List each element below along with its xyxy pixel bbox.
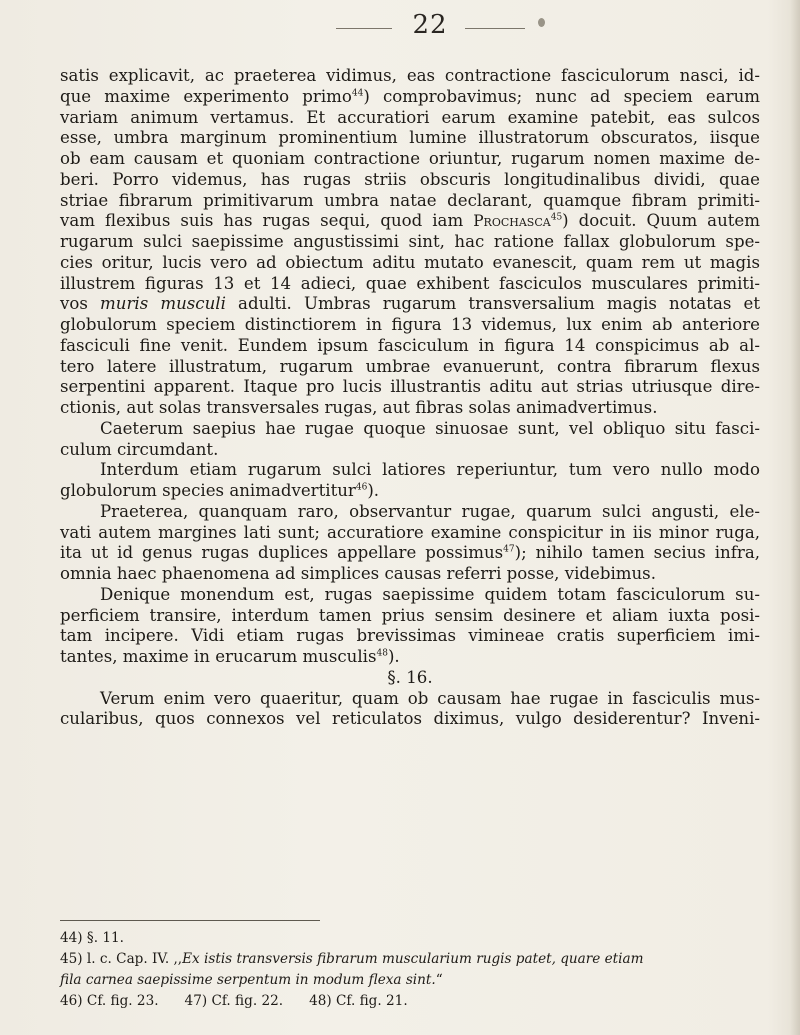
text-line: omnia haec phaenomena ad simplices causas referri posse, videbimus.: [60, 564, 656, 583]
footnote-44: 44) §. 11.: [60, 930, 124, 946]
footnote-rule: [60, 920, 320, 921]
footnote-ref[interactable]: 48: [376, 648, 388, 659]
footnote-ref[interactable]: 47: [503, 544, 515, 555]
text-line: illustrem figuras 13 et 14 adieci, quae exhibent fasciculos musculares primiti-: [60, 273, 760, 293]
text-line: Interdum etiam rugarum sulci latiores reperiuntur, tum vero nullo modo: [100, 460, 760, 480]
footnotes: [60, 928, 760, 1012]
text-line: tantes, maxime in erucarum musculis$^{48}$).: [60, 647, 400, 666]
page-edge-shadow: [790, 0, 800, 1035]
text-line: Verum enim vero quaeritur, quam ob causam hae rugae in fasciculis mus-: [100, 688, 760, 708]
text-line: ita ut id genus rugas duplices appellare possimus$^{47}$); nihilo tamen secius infra,: [60, 543, 760, 563]
header-dash-left: [336, 28, 392, 29]
footnote-48: 48) Cf. fig. 21.: [309, 993, 408, 1009]
text-line: vos muris musculi adulti. Umbras rugarum transversalium magis notatas et: [60, 294, 761, 314]
text-line: rugarum sulci saepissime angustissimi sint, hac ratione fallax globulorum spe-: [60, 232, 760, 251]
footnote-ref[interactable]: 44: [351, 88, 364, 99]
ink-speck: [538, 18, 545, 27]
footnote-45: 45) l. c. Cap. IV. ,,Ex istis transversis fibrarum muscularium rugis patet, quare etiam: [60, 951, 644, 967]
text-line: Denique monendum est, rugas saepissime quidem totam fasciculorum su-: [100, 584, 760, 604]
footnote-45-continued: fila carnea saepissime serpentum in modum flexa sint.“: [60, 972, 443, 988]
text-line: culum circumdant.: [60, 439, 219, 459]
header-dash-right: [465, 28, 525, 29]
footnote-46-48: [60, 991, 760, 1012]
text-line: globulorum speciem distinctiorem in figura 13 videmus, lux enim ab anteriore: [60, 315, 760, 334]
species-name: muris musculi: [100, 294, 226, 314]
footnote-ref[interactable]: 45: [550, 212, 563, 223]
text-line: Caeterum saepius hae rugae quoque sinuosae sunt, vel obliquo situ fasci-: [100, 418, 760, 438]
text-line: tam incipere. Vidi etiam rugas brevissimas vimineae cratis superficiem imi-: [60, 626, 760, 646]
text-line: globulorum species animadvertitur$^{46}$).: [60, 481, 380, 500]
text-line: que maxime experimento primo$^{44}$) comprobavimus; nunc ad speciem earum: [60, 86, 761, 106]
text-line: serpentini apparent. Itaque pro lucis illustrantis aditu aut strias utriusque dire-: [60, 377, 760, 397]
text-line: vati autem margines lati sunt; accuratiore examine conspicitur in iis minor ruga,: [60, 522, 760, 542]
section-heading: §. 16.: [387, 667, 433, 687]
text-line: perficiem transire, interdum tamen prius sensim desinere et aliam iuxta posi-: [60, 605, 760, 625]
text-line: cies oritur, lucis vero ad obiectum aditu mutato evanescit, quam rem ut magis: [60, 252, 760, 272]
page-header: [300, 6, 560, 50]
text-line: striae fibrarum primitivarum umbra natae declarant, quamque fibram primiti-: [60, 190, 760, 210]
text-line: satis explicavit, ac praeterea vidimus, eas contractione fasciculorum nasci, id-: [60, 66, 760, 85]
text-line: cularibus, quos connexos vel reticulatos diximus, vulgo desiderentur? Inveni-: [60, 709, 760, 729]
text-line: ctionis, aut solas transversales rugas, aut fibras solas animadvertimus.: [60, 398, 658, 417]
text-line: vam flexibus suis has rugas sequi, quod iam Prochasca$^{45}$) docuit. Quum autem: [60, 211, 760, 231]
footnote-46: 46) Cf. fig. 23.: [60, 993, 159, 1009]
text-line: esse, umbra marginum prominentium lumine illustratorum obscuratos, iisque: [60, 128, 760, 148]
text-line: variam animum vertamus. Et accuratiori earum examine patebit, eas sulcos: [60, 107, 760, 127]
text-line: fasciculi fine venit. Eundem ipsum fasciculum in figura 14 conspicimus ab al-: [60, 335, 760, 355]
footnote-ref[interactable]: 46: [355, 482, 368, 493]
footnote-47: 47) Cf. fig. 22.: [184, 993, 284, 1009]
page-number: 22: [412, 10, 448, 40]
text-line: beri. Porro videmus, has rugas striis obscuris longitudinalibus dividi, quae: [60, 169, 760, 189]
body-text: [60, 66, 760, 730]
author-name: Prochasca: [473, 212, 551, 231]
text-line: Praeterea, quanquam raro, observantur rugae, quarum sulci angusti, ele-: [100, 501, 760, 521]
text-line: tero latere illustratum, rugarum umbrae evanuerunt, contra fibrarum flexus: [60, 356, 760, 376]
text-line: ob eam causam et quoniam contractione oriuntur, rugarum nomen maxime de-: [60, 149, 760, 168]
